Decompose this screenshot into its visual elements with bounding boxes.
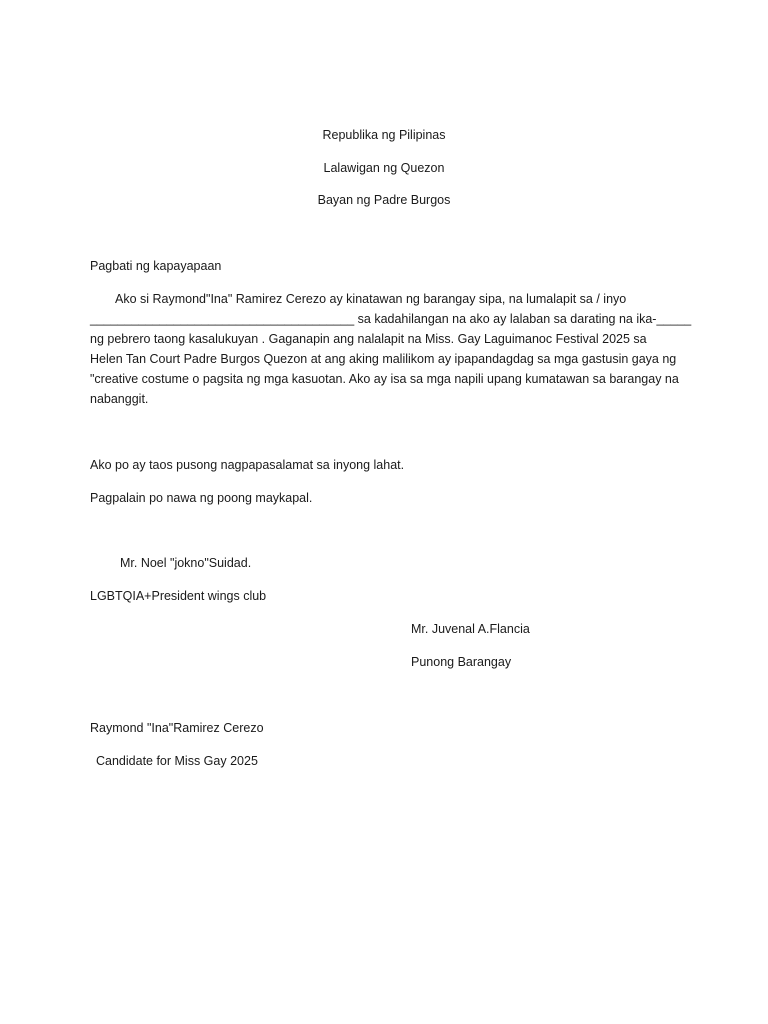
left-signatory-title: LGBTQIA+President wings club — [90, 589, 267, 603]
candidate-title: Candidate for Miss Gay 2025 — [96, 754, 258, 768]
header-municipality: Bayan ng Padre Burgos — [317, 193, 451, 207]
body-line-2: ______________________________________ sa kadahilangan na ako ay lalaban sa darating na ika-_____ — [90, 312, 692, 326]
blessing-line: Pagpalain po nawa ng poong maykapal. — [90, 491, 313, 505]
letter-body — [90, 289, 692, 409]
body-line-4: Helen Tan Court Padre Burgos Quezon at ang aking malilikom ay ipapandagdag sa mga gastusin gaya ng — [90, 352, 677, 366]
body-line-1: Ako si Raymond"Ina" Ramirez Cerezo ay kinatawan ng barangay sipa, na lumalapit sa / inyo — [115, 292, 627, 306]
header-province: Lalawigan ng Quezon — [323, 161, 445, 175]
greeting: Pagbati ng kapayapaan — [90, 259, 222, 273]
candidate-name: Raymond "Ina"Ramirez Cerezo — [90, 721, 264, 735]
body-line-5: "creative costume o pagsita ng mga kasuotan. Ako ay isa sa mga napili upang kumatawan sa barangay na — [90, 372, 679, 386]
right-signatory-name: Mr. Juvenal A.Flancia — [411, 622, 530, 636]
thanks-line: Ako po ay taos pusong nagpapasalamat sa inyong lahat. — [90, 458, 405, 472]
right-signatory-title: Punong Barangay — [411, 655, 512, 669]
body-line-6: nabanggit. — [90, 392, 149, 406]
body-line-3: ng pebrero taong kasalukuyan . Gaganapin ang nalalapit na Miss. Gay Laguimanoc Festival 2025 sa — [90, 332, 647, 346]
left-signatory-name: Mr. Noel "jokno"Suidad. — [120, 556, 252, 570]
header-republic: Republika ng Pilipinas — [322, 128, 446, 142]
